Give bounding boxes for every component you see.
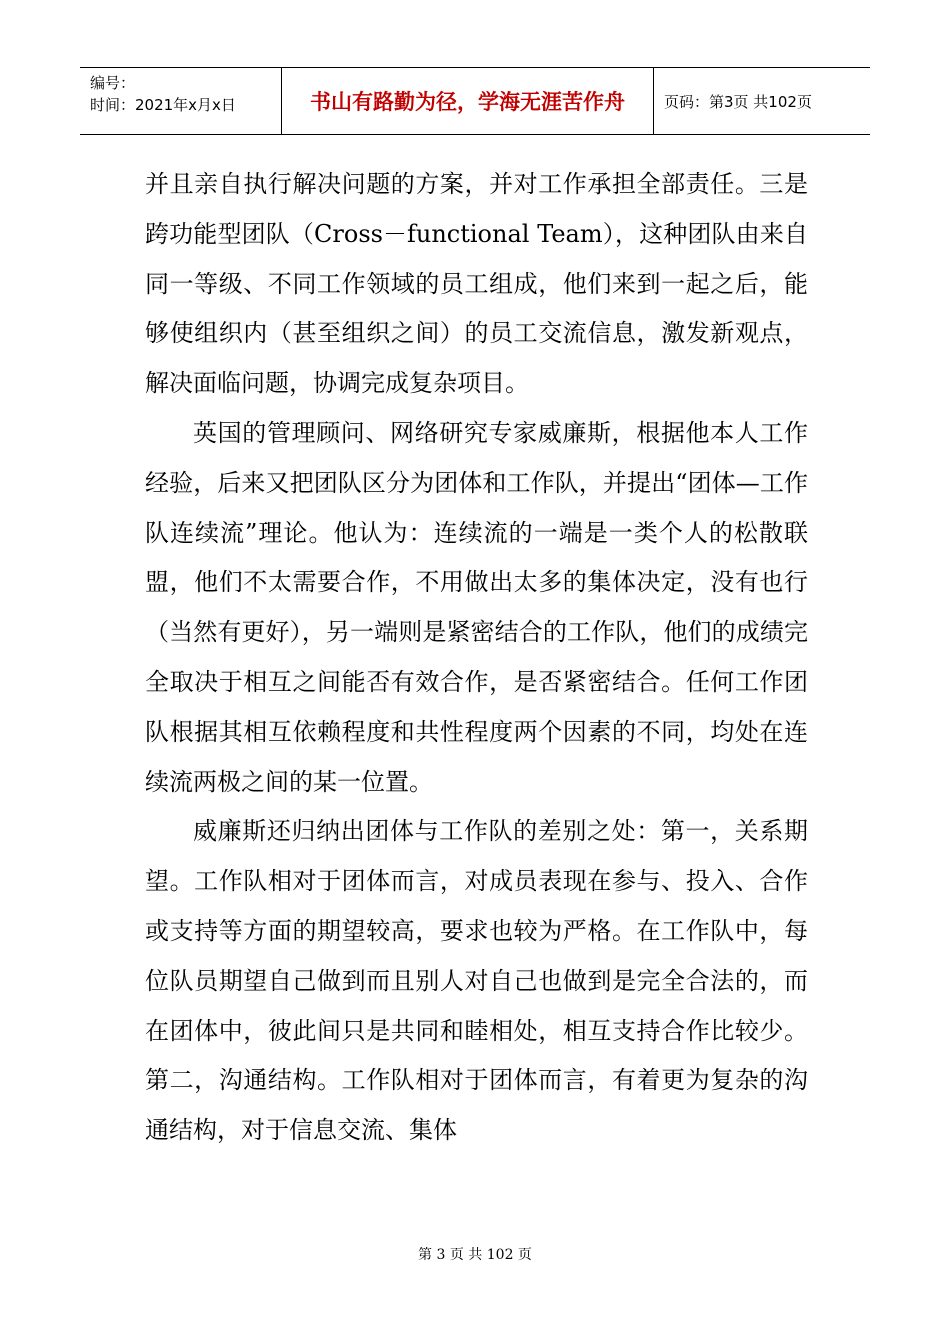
document-number-label: 编号： [90, 74, 136, 92]
page-footer: 第 3 页 共 102 页 [418, 1247, 532, 1263]
header-motto: 书山有路勤为径，学海无涯苦作舟 [282, 68, 654, 134]
paragraph-3: 威廉斯还归纳出团体与工作队的差别之处：第一，关系期望。工作队相对于团体而言，对成员表现在参与、投入、合作或支持等方面的期望较高，要求也较为严格。在工作队中，每位队员期望自己做到而且别人对自己也做到是完全合法的，而在团体中，彼此间只是共同和睦相处，相互支持合作比较少。第二，沟通结构。工作队相对于团体而言，有着更为复杂的沟通结构，对于信息交流、集体 [145, 817, 808, 1145]
header-meta [80, 68, 282, 134]
paragraph-2: 英国的管理顾问、网络研究专家威廉斯，根据他本人工作经验，后来又把团队区分为团体和工作队，并提出“团体—工作队连续流”理论。他认为：连续流的一端是一类个人的松散联盟，他们不太需要合作，不用做出太多的集体决定，没有也行（当然有更好），另一端则是紧密结合的工作队，他们的成绩完全取决于相互之间能否有效合作，是否紧密结合。任何工作团队根据其相互依赖程度和共性程度两个因素的不同，均处在连续流两极之间的某一位置。 [145, 418, 808, 796]
page-header [80, 67, 870, 135]
paragraph-1: 并且亲自执行解决问题的方案，并对工作承担全部责任。三是跨功能型团队（Cross－functional Team），这种团队由来自同一等级、不同工作领域的员工组成，他们来到一起之后，能够使组织内（甚至组织之间）的员工交流信息，激发新观点，解决面临问题，协调完成复杂项目。 [145, 170, 808, 398]
header-page-info: 页码：第3页 共102页 [664, 92, 812, 111]
document-time-label: 时间：2021年x月x日 [90, 96, 236, 114]
document-body [145, 160, 808, 1156]
